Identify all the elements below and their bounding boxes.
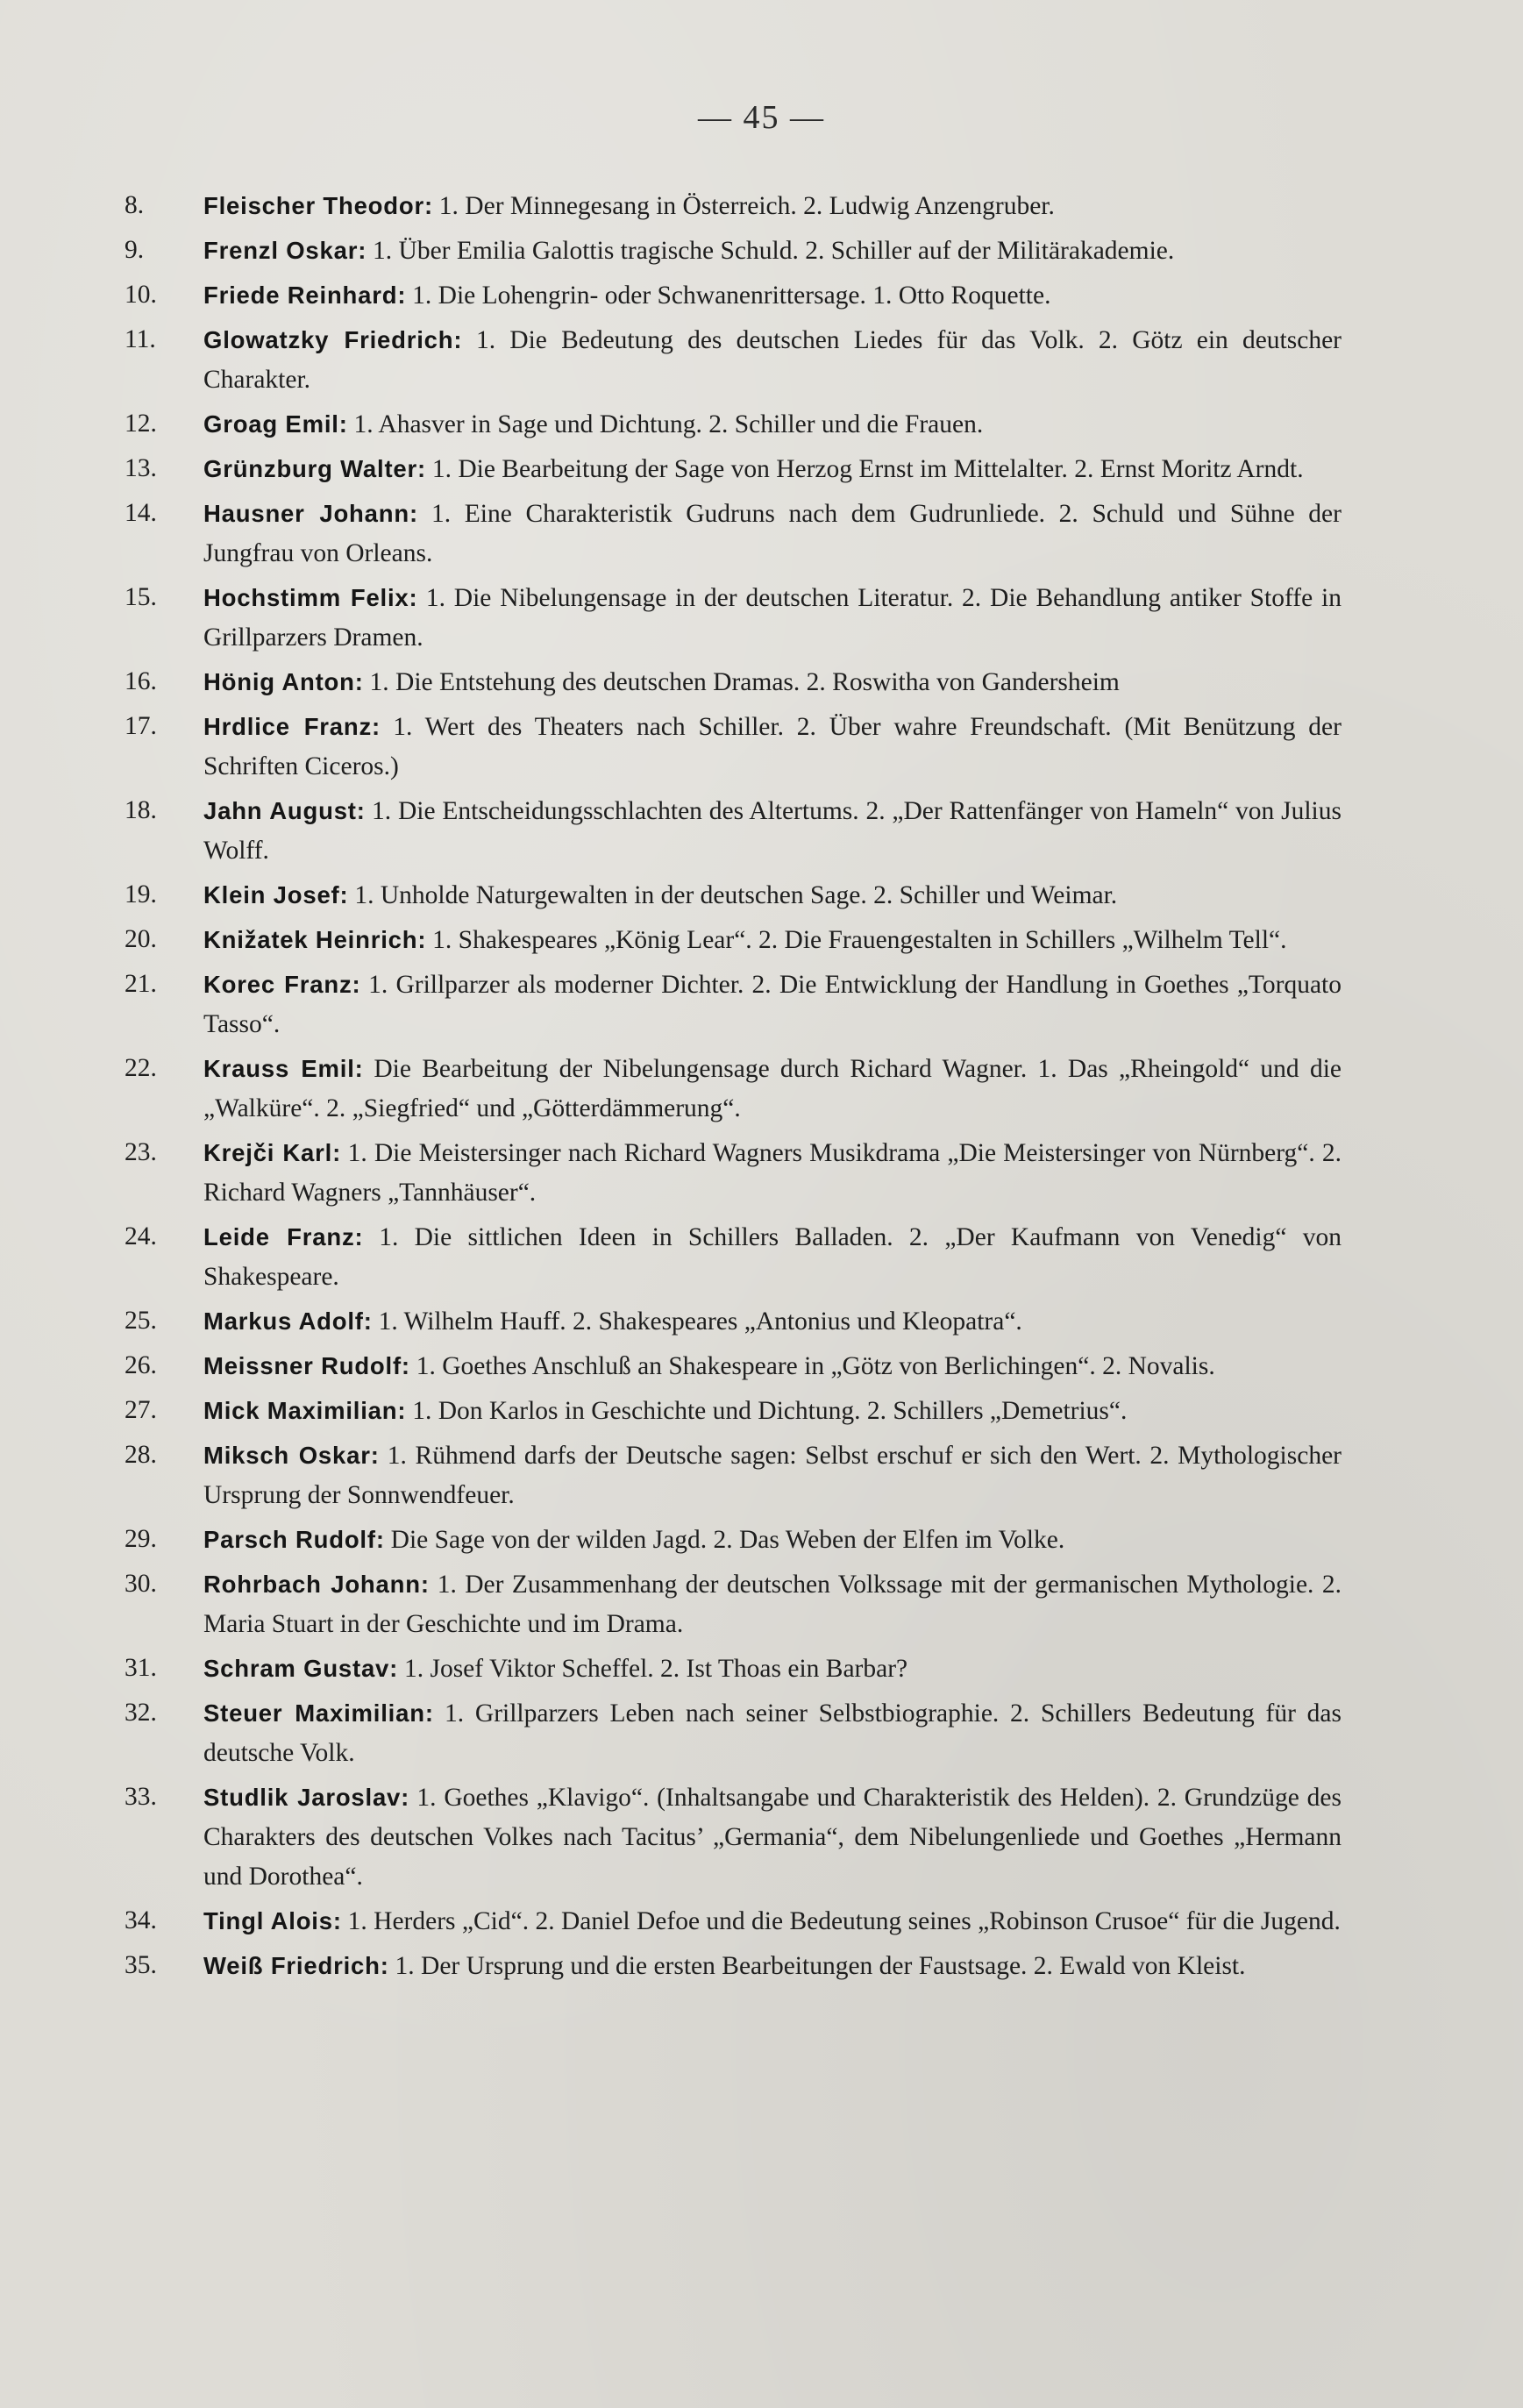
name-separator: : — [352, 971, 369, 998]
list-item — [125, 1693, 1342, 1773]
name-separator: : — [401, 1352, 416, 1379]
author-name: Meissner Rudolf — [203, 1352, 402, 1379]
list-item — [125, 1346, 1342, 1386]
entry-number: 23. — [125, 1138, 157, 1166]
list-item — [125, 275, 1342, 316]
entry-number: 31. — [125, 1654, 157, 1682]
list-item — [125, 186, 1342, 226]
list-item — [125, 449, 1342, 489]
name-separator: : — [375, 1526, 391, 1553]
topic-text: 1. Don Karlos in Geschichte und Dichtung. 2. Schillers „Demetrius“. — [412, 1397, 1128, 1425]
name-separator: : — [354, 668, 370, 695]
author-name: Studlik Jaroslav — [203, 1784, 402, 1811]
list-item — [125, 1901, 1342, 1941]
topic-text: 1. Shakespeares „König Lear“. 2. Die Frauengestalten in Schillers „Wilhelm Tell“. — [432, 926, 1287, 954]
author-name: Hönig Anton — [203, 668, 355, 695]
list-item — [125, 1049, 1342, 1129]
name-separator: : — [401, 1784, 417, 1811]
name-separator: : — [420, 1571, 438, 1598]
topic-text: 1. Der Zusammenhang der deutschen Volkssage mit der germanischen Mythologie. 2. Maria Stuart in der Geschichte und im Drama. — [203, 1571, 1342, 1638]
entry-number: 35. — [125, 1951, 157, 1979]
list-item — [125, 1564, 1342, 1644]
author-name: Rohrbach Johann — [203, 1571, 421, 1598]
name-separator: : — [356, 797, 373, 824]
name-separator: : — [397, 281, 413, 309]
entry-number: 32. — [125, 1699, 157, 1727]
entry-number: 30. — [125, 1570, 157, 1598]
entry-number: 15. — [125, 583, 157, 611]
list-item — [125, 404, 1342, 445]
entry-number: 16. — [125, 667, 157, 695]
author-name: Hausner Johann — [203, 500, 409, 527]
topic-text: Die Sage von der wilden Jagd. 2. Das Weben der Elfen im Volke. — [390, 1526, 1065, 1554]
topic-text: 1. Grillparzer als moderner Dichter. 2. Die Entwicklung der Handlung in Goethes „Torquato Tasso“. — [203, 971, 1342, 1038]
list-item — [125, 231, 1342, 271]
name-separator: : — [417, 455, 432, 482]
topic-text: 1. Unholde Naturgewalten in der deutschen Sage. 2. Schiller und Weimar. — [354, 881, 1118, 909]
entry-number: 12. — [125, 410, 157, 438]
list-item — [125, 494, 1342, 574]
topic-text: Die Bearbeitung der Nibelungensage durch Richard Wagner. 1. Das „Rheingold“ und die „Walküre“. 2. „Siegfried“ und „Götterdämmerung“. — [203, 1055, 1342, 1122]
name-separator: : — [354, 1055, 374, 1082]
author-name: Krejči Karl — [203, 1139, 333, 1166]
topic-text: 1. Wert des Theaters nach Schiller. 2. Über wahre Freundschaft. (Mit Benützung der Schriften Ciceros.) — [203, 713, 1342, 780]
name-separator: : — [363, 1307, 379, 1335]
list-item — [125, 1217, 1342, 1297]
name-separator: : — [354, 1223, 380, 1250]
author-name: Grünzburg Walter — [203, 455, 417, 482]
author-name: Fleischer Theodor — [203, 192, 424, 219]
topic-text: 1. Die Lohengrin- oder Schwanenrittersage. 1. Otto Roquette. — [412, 281, 1051, 310]
name-separator: : — [338, 410, 354, 438]
list-item — [125, 1391, 1342, 1431]
list-item — [125, 578, 1342, 658]
author-name: Mick Maximilian — [203, 1397, 398, 1424]
topic-text: 1. Über Emilia Galottis tragische Schuld. 2. Schiller auf der Militärakademie. — [373, 237, 1175, 265]
topic-text: 1. Die Meistersinger nach Richard Wagners Musikdrama „Die Meistersinger von Nürnberg“. 2. Richard Wagners „Tannhäuser“. — [203, 1139, 1342, 1207]
list-item — [125, 1301, 1342, 1342]
entry-number: 8. — [125, 191, 145, 219]
name-separator: : — [370, 1442, 388, 1469]
name-separator: : — [389, 1655, 404, 1682]
entry-number: 17. — [125, 712, 157, 740]
topic-text: 1. Die Bedeutung des deutschen Liedes für das Volk. 2. Götz ein deutscher Charakter. — [203, 326, 1342, 394]
list-item — [125, 1649, 1342, 1689]
author-name: Hrdlice Franz — [203, 713, 373, 740]
name-separator: : — [332, 1907, 348, 1934]
entry-number: 21. — [125, 970, 157, 998]
entry-number: 26. — [125, 1351, 157, 1379]
topic-text: 1. Herders „Cid“. 2. Daniel Defoe und die Bedeutung seines „Robinson Crusoe“ für die Jugend. — [347, 1907, 1341, 1935]
topic-text: 1. Josef Viktor Scheffel. 2. Ist Thoas ein Barbar? — [403, 1655, 908, 1683]
topic-text: 1. Die Entstehung des deutschen Dramas. 2. Roswitha von Gandersheim — [369, 668, 1120, 696]
name-separator: : — [423, 192, 439, 219]
author-name: Weiß Friedrich — [203, 1952, 381, 1979]
name-separator: : — [339, 881, 355, 908]
list-item — [125, 920, 1342, 960]
list-item — [125, 791, 1342, 871]
topic-text: 1. Wilhelm Hauff. 2. Shakespeares „Antonius und Kleopatra“. — [378, 1307, 1022, 1336]
topic-text: 1. Der Ursprung und die ersten Bearbeitungen der Faustsage. 2. Ewald von Kleist. — [395, 1952, 1246, 1980]
author-name: Schram Gustav — [203, 1655, 390, 1682]
entry-number: 9. — [125, 236, 145, 264]
name-separator: : — [372, 713, 394, 740]
entry-number: 25. — [125, 1307, 157, 1335]
topic-text: 1. Die Entscheidungsschlachten des Altertums. 2. „Der Rattenfänger von Hameln“ von Julius Wolff. — [203, 797, 1342, 865]
author-name: Miksch Oskar — [203, 1442, 371, 1469]
author-name: Jahn August — [203, 797, 357, 824]
name-separator: : — [380, 1952, 395, 1979]
topic-text: 1. Goethes Anschluß an Shakespeare in „Götz von Berlichingen“. 2. Novalis. — [416, 1352, 1215, 1380]
entry-list — [125, 186, 1342, 1991]
entry-number: 27. — [125, 1396, 157, 1424]
author-name: Klein Josef — [203, 881, 340, 908]
author-name: Friede Reinhard — [203, 281, 398, 309]
entry-number: 28. — [125, 1441, 157, 1469]
entry-number: 11. — [125, 325, 156, 353]
author-name: Knižatek Heinrich — [203, 926, 418, 953]
entry-number: 24. — [125, 1222, 157, 1250]
topic-text: 1. Goethes „Klavigo“. (Inhaltsangabe und Charakteristik des Helden). 2. Grundzüge des Charakters des deutschen Volkes nach Tacitus’ „Germania“, dem Nibelungenliede und Goethes „Hermann und Dorothea“. — [203, 1784, 1342, 1891]
author-name: Glowatzky Friedrich — [203, 326, 454, 353]
author-name: Markus Adolf — [203, 1307, 364, 1335]
list-item — [125, 1436, 1342, 1515]
topic-text: 1. Die Nibelungensage in der deutschen Literatur. 2. Die Behandlung antiker Stoffe in Grillparzers Dramen. — [203, 584, 1342, 652]
name-separator: : — [453, 326, 476, 353]
page-number: — 45 — — [698, 99, 825, 136]
author-name: Frenzl Oskar — [203, 237, 359, 264]
author-name: Parsch Rudolf — [203, 1526, 376, 1553]
entry-number: 20. — [125, 925, 157, 953]
list-item — [125, 707, 1342, 787]
name-separator: : — [332, 1139, 348, 1166]
topic-text: 1. Der Minnegesang in Österreich. 2. Ludwig Anzengruber. — [438, 192, 1055, 220]
entry-number: 29. — [125, 1525, 157, 1553]
topic-text: 1. Rühmend darfs der Deutsche sagen: Selbst erschuf er sich den Wert. 2. Mythologischer Ursprung der Sonnwendfeuer. — [203, 1442, 1342, 1509]
name-separator: : — [417, 926, 433, 953]
list-item — [125, 320, 1342, 400]
author-name: Groag Emil — [203, 410, 339, 438]
topic-text: 1. Grillparzers Leben nach seiner Selbstbiographie. 2. Schillers Bedeutung für das deutsche Volk. — [203, 1699, 1342, 1767]
entry-number: 34. — [125, 1906, 157, 1934]
list-item — [125, 1520, 1342, 1560]
entry-number: 19. — [125, 880, 157, 908]
name-separator: : — [424, 1699, 445, 1727]
list-item — [125, 965, 1342, 1044]
author-name: Leide Franz — [203, 1223, 355, 1250]
entry-number: 14. — [125, 499, 157, 527]
list-item — [125, 1778, 1342, 1897]
list-item — [125, 875, 1342, 915]
entry-number: 22. — [125, 1054, 157, 1082]
entry-number: 33. — [125, 1783, 157, 1811]
entry-number: 10. — [125, 281, 157, 309]
name-separator: : — [409, 584, 426, 611]
author-name: Hochstimm Felix — [203, 584, 409, 611]
list-item — [125, 1946, 1342, 1986]
entry-number: 18. — [125, 796, 157, 824]
author-name: Krauss Emil — [203, 1055, 355, 1082]
list-item — [125, 1133, 1342, 1213]
author-name: Korec Franz — [203, 971, 352, 998]
name-separator: : — [358, 237, 374, 264]
topic-text: 1. Die sittlichen Ideen in Schillers Balladen. 2. „Der Kaufmann von Venedig“ von Shakespeare. — [203, 1223, 1342, 1291]
author-name: Tingl Alois — [203, 1907, 333, 1934]
list-item — [125, 662, 1342, 702]
entry-number: 13. — [125, 454, 157, 482]
topic-text: 1. Ahasver in Sage und Dichtung. 2. Schiller und die Frauen. — [353, 410, 984, 438]
topic-text: 1. Eine Charakteristik Gudruns nach dem Gudrunliede. 2. Schuld und Sühne der Jungfrau von Orleans. — [203, 500, 1342, 567]
topic-text: 1. Die Bearbeitung der Sage von Herzog Ernst im Mittelalter. 2. Ernst Moritz Arndt. — [431, 455, 1304, 483]
author-name: Steuer Maximilian — [203, 1699, 425, 1727]
name-separator: : — [397, 1397, 413, 1424]
name-separator: : — [409, 500, 431, 527]
